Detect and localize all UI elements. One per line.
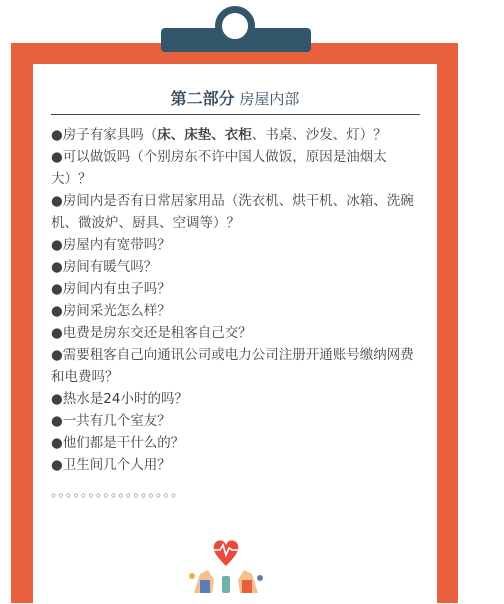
list-item — [51, 388, 423, 410]
item-text: ●房子有家具吗（ — [51, 127, 158, 143]
item-text: ●房间采光怎么样？ — [51, 303, 171, 319]
list-item — [51, 256, 423, 278]
item-text: ●一共有几个室友？ — [51, 413, 171, 429]
item-text: ●房间有暖气吗？ — [51, 259, 158, 275]
list-item — [51, 410, 423, 432]
item-bold-text: 床、床垫、衣柜 — [157, 127, 252, 143]
item-text: ●电费是房东交还是租客自己交？ — [51, 325, 252, 341]
item-text: ●可以做饭吗（个别房东不许中国人做饭，原因是油烟太大）？ — [51, 149, 387, 187]
dots-divider: 。。。。。。。。。。。。。。。。。 — [51, 485, 186, 500]
list-item — [51, 124, 423, 146]
item-text: ●需要租客自己向通讯公司或电力公司注册开通账号缴纳网费和电费吗？ — [51, 347, 414, 385]
section-title-bold: 第二部分 — [170, 89, 235, 108]
item-text: ●房间内是否有日常居家用品（洗衣机、烘干机、冰箱、洗碗机、微波炉、厨具、空调等）？ — [51, 193, 414, 231]
heart-hands-icon — [186, 536, 266, 593]
list-item — [51, 146, 423, 190]
item-text: ●热水是24小时的吗？ — [51, 391, 188, 407]
list-item — [51, 432, 423, 454]
item-text: ●房间内有虫子吗？ — [51, 281, 171, 297]
list-item — [51, 344, 423, 388]
list-item — [51, 234, 423, 256]
list-item — [51, 322, 423, 344]
section-title — [33, 86, 437, 109]
section-title-rest: 房屋内部 — [234, 90, 300, 108]
item-text: ●他们都是干什么的？ — [51, 435, 185, 451]
list-item — [51, 454, 423, 476]
item-text-end: 、书桌、沙发、灯）？ — [251, 127, 387, 143]
item-text: ●卫生间几个人用？ — [51, 457, 171, 473]
item-text: ●房屋内有宽带吗？ — [51, 237, 171, 253]
list-item — [51, 190, 423, 234]
clipboard-ring-icon — [215, 6, 255, 46]
list-item — [51, 300, 423, 322]
title-divider — [51, 114, 420, 115]
list-item — [51, 278, 423, 300]
question-list — [51, 124, 423, 476]
